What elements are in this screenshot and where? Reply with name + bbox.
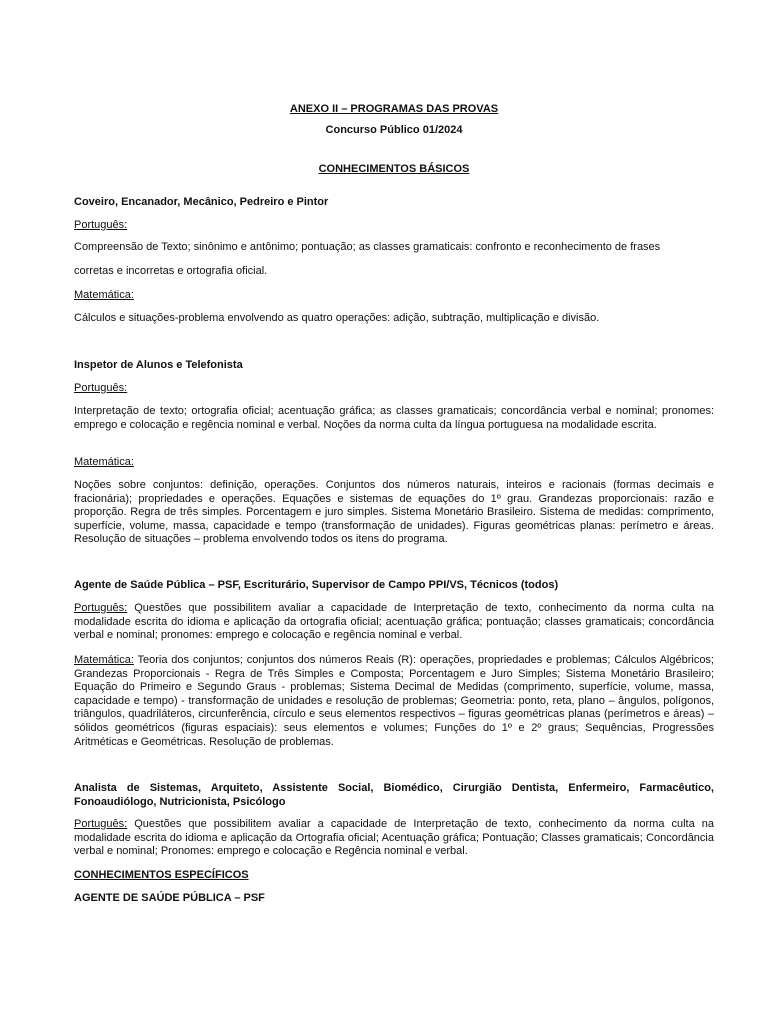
section1-portuguese-line2: corretas e incorretas e ortografia oficial. [74,265,268,277]
section3-portuguese-paragraph [74,602,714,643]
section2-math-label: Matemática: [74,456,134,468]
section2-portuguese-text: Interpretação de texto; ortografia oficial; acentuação gráfica; as classes gramaticais; concordância verbal e nominal; pronomes: emprego e colocação e regência nominal e verbal. Noções da norma culta da língua portuguesa na modalidade escrita. [74,405,714,431]
section3-portuguese-text: Questões que possibilitem avaliar a capacidade de Interpretação de texto, conhecimento da norma culta na modalidade escrita do idioma e aplicação da ortografia oficial; acentuação gráfica; pontuação; classes gramaticais; concordância verbal e nominal; pronomes: emprego e colocação e regência nominal e verbal. [74,602,714,642]
section4-portuguese-label: Português: [74,818,128,830]
section3-math-label: Matemática: [74,654,134,666]
section1-math-text: Cálculos e situações-problema envolvendo as quatro operações: adição, subtração, multiplicação e divisão. [74,312,600,324]
section2-heading: Inspetor de Alunos e Telefonista [74,359,243,371]
specific-knowledge-heading: CONHECIMENTOS ESPECÍFICOS [74,869,249,881]
section4-heading: Analista de Sistemas, Arquiteto, Assistente Social, Biomédico, Cirurgião Dentista, Enfermeiro, Farmacêutico, Fonoaudiólogo, Nutricionista, Psicólogo [74,782,714,808]
section1-portuguese-label: Português: [74,219,128,231]
section3-heading: Agente de Saúde Pública – PSF, Escriturário, Supervisor de Campo PPI/VS, Técnicos (todos) [74,579,559,591]
section1-math-label: Matemática: [74,289,134,301]
annex-title: ANEXO II – PROGRAMAS DAS PROVAS [289,103,499,115]
section1-heading: Coveiro, Encanador, Mecânico, Pedreiro e Pintor [74,196,329,208]
section2-portuguese-label: Português: [74,382,128,394]
section1-portuguese-line1: Compreensão de Texto; sinônimo e antônimo; pontuação; as classes gramaticais: confronto e reconhecimento de frases [74,241,661,253]
section3-portuguese-label: Português: [74,602,128,614]
basic-knowledge-heading: CONHECIMENTOS BÁSICOS [318,163,470,175]
section4-portuguese-text: Questões que possibilitem avaliar a capacidade de Interpretação de texto, conhecimento da norma culta na modalidade escrita do idioma e aplicação da Ortografia oficial; Acentuação gráfica; Pontuação; Classes gramaticais; Concordância verbal e nominal; Pronomes: emprego e colocação e Regência nominal e verbal. [74,818,714,858]
contest-subtitle: Concurso Público 01/2024 [325,124,463,136]
section3-math-text: Teoria dos conjuntos; conjuntos dos números Reais (R): operações, propriedades e problemas; Cálculos Algébricos; Grandezas Proporcionais - Regra de Três Simples e Composta; Porcentagem e Juro Simples; Sistema Monetário Brasileiro; Equação do Primeiro e Segundo Graus - problemas; Sistema Decimal de Medidas (comprimento, superfície, volume, massa, capacidade e tempo) - transformação de unidades e resolução de problemas; Geometria: ponto, reta, plano – ângulos, polígonos, triângulos, quadriláteros, circunferência, círculo e seus elementos respectivos – figuras geométricas planas (perímetros e áreas) – sólidos geométricos (figuras espaciais): seus elementos e volumes; Funções do 1º e 2º graus; Sequências, Progressões Aritméticas e Geométricas. Resolução de problemas. [74,654,714,748]
section4-portuguese-paragraph [74,818,714,859]
section3-math-paragraph [74,654,714,749]
specific-subheading: AGENTE DE SAÚDE PÚBLICA – PSF [74,892,265,904]
section2-math-text: Noções sobre conjuntos: definição, operações. Conjuntos dos números naturais, inteiros e racionais (formas decimais e fracionária); propriedades e operações. Equações e sistemas de equações do 1º grau. Grandezas proporcionais: razão e proporção. Regra de três simples. Porcentagem e juro simples. Sistema Monetário Brasileiro. Sistema de medidas: comprimento, superfície, volume, massa, capacidade e tempo (transformação de unidades). Figuras geométricas planas: perímetro e áreas. Resolução de situações – problema envolvendo todos os itens do programa. [74,479,714,546]
